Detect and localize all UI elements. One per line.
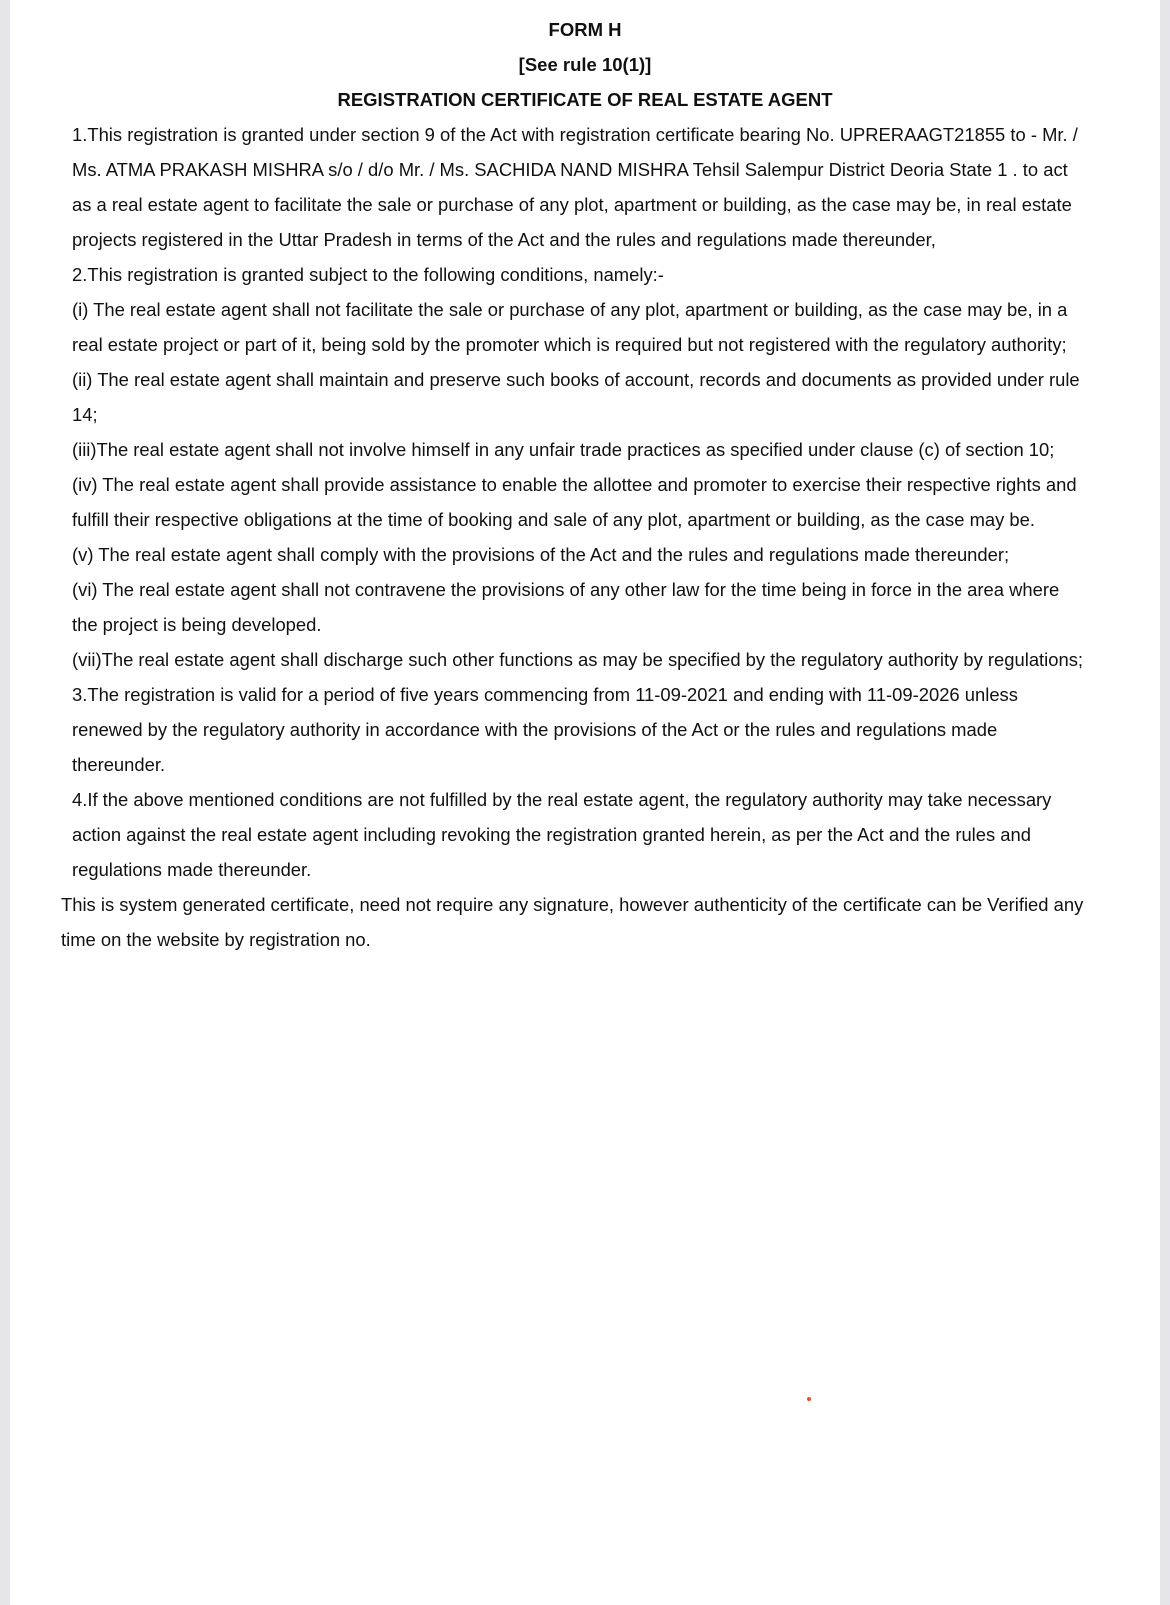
- text-line: real estate project or part of it, being sold by the promoter which is required but not registered with the regulatory authority;: [72, 334, 1067, 355]
- text-line: (vi) The real estate agent shall not contravene the provisions of any other law for the time being in force in the area where: [72, 579, 1060, 600]
- text-line: 4.If the above mentioned conditions are not fulfilled by the real estate agent, the regulatory authority may take necessary: [72, 789, 1052, 810]
- text-line: regulations made thereunder.: [72, 859, 312, 880]
- text-line: thereunder.: [72, 754, 166, 775]
- text-line: (v) The real estate agent shall comply with the provisions of the Act and the rules and regulations made thereunder;: [72, 544, 1010, 565]
- text-line: 2.This registration is granted subject to the following conditions, namely:-: [72, 264, 664, 285]
- text-line: 3.The registration is valid for a period of five years commencing from 11-09-2021 and ending with 11-09-2026 unless: [72, 684, 1018, 705]
- text-line: This is system generated certificate, need not require any signature, however authenticity of the certificate can be Verified any: [61, 894, 1084, 915]
- certificate-title: REGISTRATION CERTIFICATE OF REAL ESTATE AGENT: [337, 89, 833, 110]
- text-line: as a real estate agent to facilitate the sale or purchase of any plot, apartment or building, as the case may be, in real estate: [72, 194, 1072, 215]
- text-line: fulfill their respective obligations at the time of booking and sale of any plot, apartment or building, as the case may be.: [72, 509, 1035, 530]
- text-line: Ms. ATMA PRAKASH MISHRA s/o / d/o Mr. / Ms. SACHIDA NAND MISHRA Tehsil Salempur District Deoria State 1 . to act: [72, 159, 1068, 180]
- text-line: time on the website by registration no.: [61, 929, 371, 950]
- rule-reference: [See rule 10(1)]: [518, 54, 652, 75]
- text-line: projects registered in the Uttar Pradesh in terms of the Act and the rules and regulations made thereunder,: [72, 229, 936, 250]
- document-page: [10, 0, 1160, 1605]
- text-line: (iii)The real estate agent shall not involve himself in any unfair trade practices as specified under clause (c) of section 10;: [72, 439, 1055, 460]
- form-label: FORM H: [548, 19, 622, 40]
- text-line: (i) The real estate agent shall not facilitate the sale or purchase of any plot, apartment or building, as the case may be, in a: [72, 299, 1068, 320]
- text-line: renewed by the regulatory authority in accordance with the provisions of the Act or the rules and regulations made: [72, 719, 998, 740]
- text-line: action against the real estate agent including revoking the registration granted herein, as per the Act and the rules and: [72, 824, 1031, 845]
- text-line: 14;: [72, 404, 98, 425]
- text-line: (iv) The real estate agent shall provide assistance to enable the allottee and promoter to exercise their respective rights and: [72, 474, 1077, 495]
- text-line: (vii)The real estate agent shall discharge such other functions as may be specified by the regulatory authority by regulations;: [72, 649, 1084, 670]
- text-line: 1.This registration is granted under section 9 of the Act with registration certificate bearing No. UPRERAAGT21855 to - Mr. /: [72, 124, 1078, 145]
- red-dot-mark: [807, 1397, 811, 1401]
- text-line: the project is being developed.: [72, 614, 322, 635]
- text-line: (ii) The real estate agent shall maintain and preserve such books of account, records and documents as provided under rule: [72, 369, 1080, 390]
